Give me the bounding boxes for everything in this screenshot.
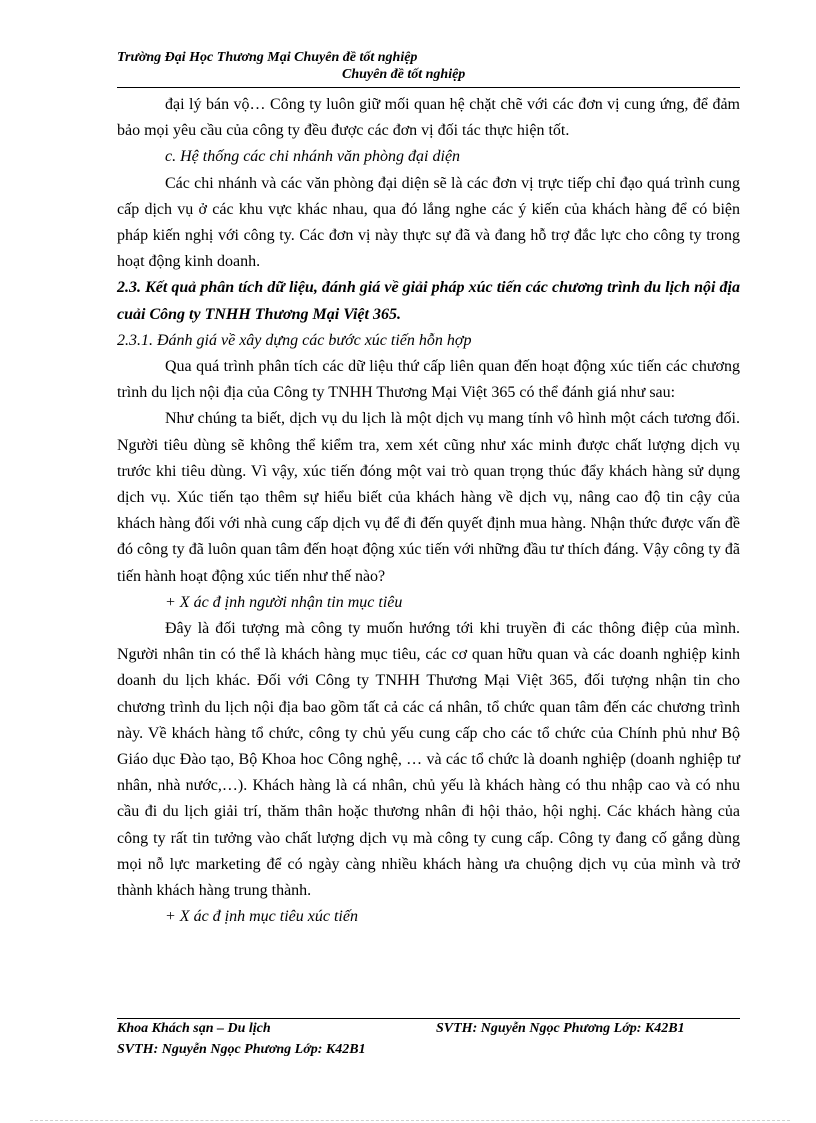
footer-student-info: SVTH: Nguyễn Ngọc Phương Lớp: K42B1: [436, 1021, 685, 1036]
paragraph-supplier-relations: đại lý bán vộ… Công ty luôn giữ mối quan hệ chặt chẽ với các đơn vị cung ứng, để đảm bảo mọi yêu cầu của công ty đều được các đơn vị đối tác thực hiện tốt.: [117, 96, 740, 140]
page-body: [117, 92, 740, 931]
footer-faculty: Khoa Khách sạn – Du lịch: [117, 1021, 271, 1036]
paragraph-analysis-intro: Qua quá trình phân tích các dữ liệu thứ cấp liên quan đến hoạt động xúc tiến các chương trình du lịch nội địa của Công ty TNHH Thương Mại Việt 365 có thể đánh giá như sau:: [117, 358, 740, 402]
bullet-promotion-objectives: + X ác đ ịnh mục tiêu xúc tiến: [165, 908, 358, 926]
paragraph-branch-offices: Các chi nhánh và các văn phòng đại diện sẽ là các đơn vị trực tiếp chỉ đạo quá trình cung cấp dịch vụ ở các khu vực khác nhau, qua đó lắng nghe các ý kiến của khách hàng để có biện pháp kiến nghị với công ty. Các đơn vị này thực sự đã và đang hỗ trợ đắc lực cho công ty trong hoạt động kinh doanh.: [117, 174, 740, 271]
page-edge-line: [30, 1120, 790, 1121]
header-divider: [117, 87, 740, 88]
section-2-3-1-heading: 2.3.1. Đánh giá về xây dựng các bước xúc tiến hỗn hợp: [117, 331, 472, 349]
header-document-type: Chuyên đề tốt nghiệp: [342, 67, 466, 82]
header-school-title: Trường Đại Học Thương Mại Chuyên đề tốt nghiệp: [117, 50, 418, 65]
section-2-3-heading: 2.3. Kết quả phân tích dữ liệu, đánh giá về giải pháp xúc tiến các chương trình du lịch nội địa cuải Công ty TNHH Thương Mại Việt 365.: [117, 279, 740, 323]
paragraph-target-audience: Đây là đối tượng mà công ty muốn hướng tới khi truyền đi các thông điệp của mình. Người nhân tin có thể là khách hàng mục tiêu, các cơ quan hữu quan và các doanh nghiệp kinh doanh du lịch khác. Đối với Công ty TNHH Thương Mại Việt 365, đối tượng nhận tin cho chương trình du lịch nội địa bao gồm tất cả các cá nhân, tổ chức quan tâm đến các chương trình này. Về khách hàng tổ chức, công ty chủ yếu cung cấp cho các tổ chức của Chính phủ như Bộ Giáo dục Đào tạo, Bộ Khoa hoc Công nghệ, … và các tổ chức là doanh nghiệp (doanh nghiệp tư nhân, nhà nước,…). Khách hàng là cá nhân, chủ yếu là khách hàng có thu nhập cao và có nhu cầu đi du lịch giải trí, thăm thân hoặc thương nhân đi hội thảo, hội nghị. Các khách hàng của công ty rất tin tưởng vào chất lượng dịch vụ mà công ty cung cấp. Công ty đang cố gắng dùng mọi nỗ lực marketing để có ngày càng nhiều khách hàng ưa chuộng dịch vụ của mình và trở thành khách hàng trung thành.: [117, 620, 740, 900]
footer-student-info-repeat: SVTH: Nguyễn Ngọc Phương Lớp: K42B1: [117, 1042, 366, 1057]
subsection-c-heading: c. Hệ thống các chi nhánh văn phòng đại diện: [165, 148, 461, 166]
bullet-target-audience: + X ác đ ịnh người nhận tin mục tiêu: [165, 593, 403, 611]
paragraph-service-promotion: Như chúng ta biết, dịch vụ du lịch là một dịch vụ mang tính vô hình một cách tương đối. Người tiêu dùng sẽ không thể kiểm tra, xem xét cũng như xác minh được chất lượng dịch vụ trước khi tiêu dùng. Vì vậy, xúc tiến đóng một vai trò quan trọng thúc đẩy khách hàng sử dụng dịch vụ. Xúc tiến tạo thêm sự hiểu biết của khách hàng về dịch vụ, nâng cao độ tin cậy của khách hàng đối với nhà cung cấp dịch vụ để đi đến quyết định mua hàng. Nhận thức được vấn đề đó công ty đã luôn quan tâm đến hoạt động xúc tiến với những đầu tư thích đáng. Vậy công ty đã tiến hành hoạt động xúc tiến như thế nào?: [117, 410, 740, 585]
footer-divider: [117, 1018, 740, 1019]
